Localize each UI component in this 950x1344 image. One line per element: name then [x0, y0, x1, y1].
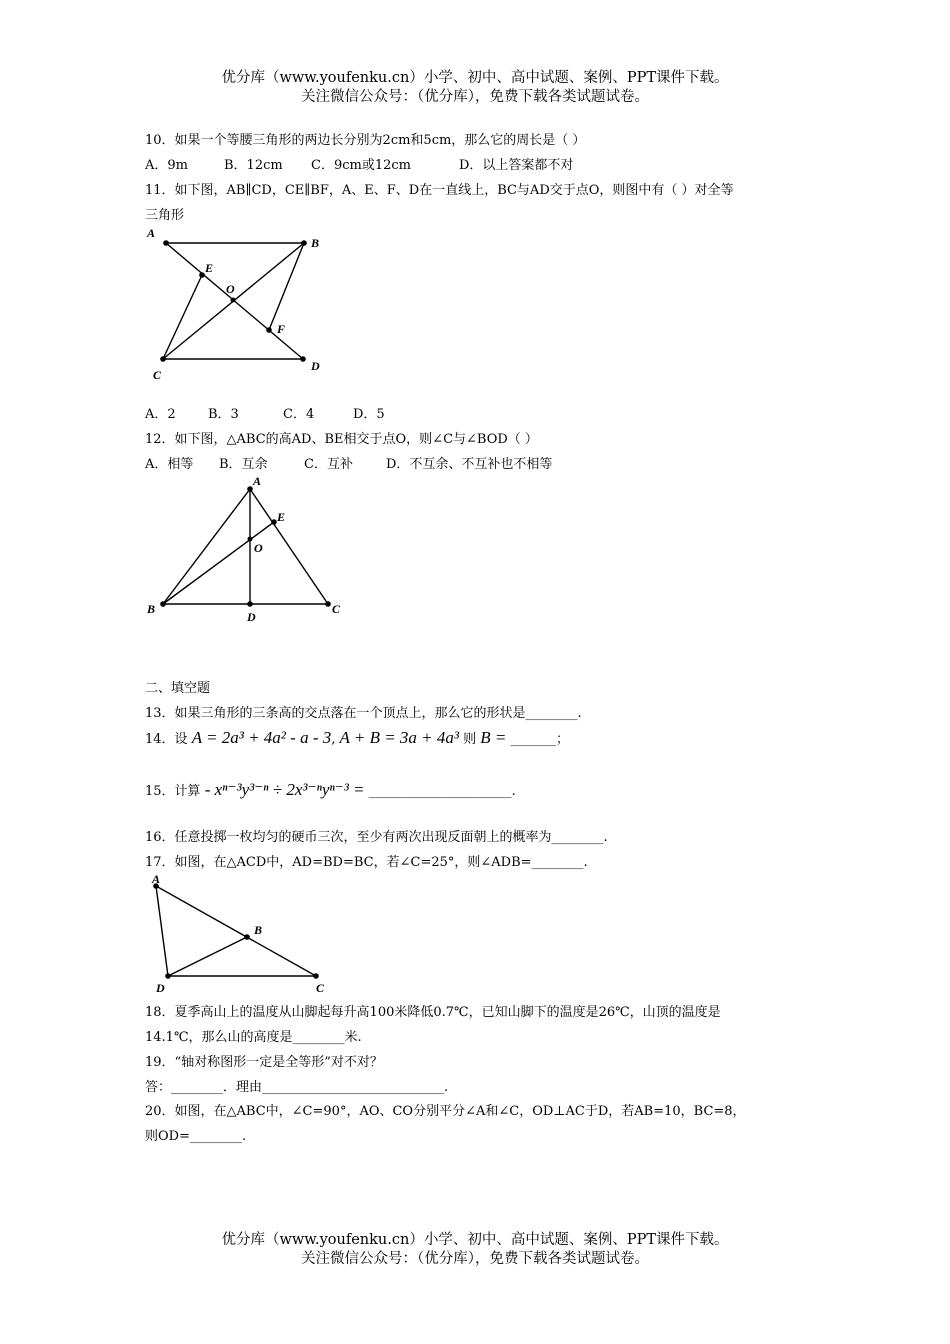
q11-label-e: E	[205, 261, 214, 275]
segment-bf	[269, 243, 304, 330]
q11-option-c: C．4	[283, 407, 315, 422]
q11-figure	[140, 222, 340, 387]
q15-expr: - xⁿ⁻³y³⁻ⁿ ÷ 2x³⁻ⁿyⁿ⁻³ =	[204, 780, 365, 799]
q17-label-c: C	[316, 981, 325, 995]
q19-line-1: 19．“轴对称图形一定是全等形”对不对？	[145, 1055, 383, 1070]
q10-option-a: A．9m	[145, 158, 188, 173]
q17-label-a: A	[152, 872, 161, 886]
segment-ab	[163, 489, 250, 604]
q12-figure	[140, 472, 350, 627]
q11-label-c: C	[153, 368, 162, 382]
q14-expr-a: A = 2a³ + 4a² - a - 3	[191, 728, 332, 747]
q18-line-1: 18．夏季高山上的温度从山脚起每升高100米降低0.7℃，已知山脚下的温度是26℃，山顶的温度是	[145, 1005, 721, 1020]
q20-line-1: 20．如图，在△ABC中，∠C=90°，AO、CO分别平分∠A和∠C，OD⊥AC于D，若AB=10，BC=8，	[145, 1104, 746, 1119]
q12-option-c: C．互补	[304, 457, 353, 472]
q12-option-b: B．互余	[219, 457, 268, 472]
q10-option-b: B．12cm	[224, 158, 283, 173]
q13-stem: 13．如果三角形的三条高的交点落在一个顶点上，那么它的形状是________.	[145, 706, 582, 721]
segment-be	[163, 522, 274, 604]
q12-label-e: E	[277, 510, 286, 524]
q12-label-c: C	[332, 602, 341, 616]
q12-label-b: B	[147, 602, 156, 616]
q10-option-c: C．9cm或12cm	[311, 158, 411, 173]
q12-option-d: D．不互余、不互补也不相等	[386, 457, 553, 472]
q11-option-b: B．3	[208, 407, 239, 422]
q15-prefix: 15．计算	[145, 784, 201, 799]
q14-prefix: 14．设	[145, 732, 188, 747]
q14-expr-b: A + B = 3a + 4a³	[339, 728, 459, 747]
q11-stem: 11．如下图，AB∥CD，CE∥BF，A、E、F、D在一直线上，BC与AD交于点O，则图中有（ ）对全等	[145, 183, 734, 198]
q12-label-d: D	[247, 610, 256, 624]
q17-label-b: B	[254, 923, 263, 937]
q12-label-o: O	[254, 541, 263, 555]
q15-line	[145, 775, 516, 807]
q16-stem: 16．任意投掷一枚均匀的硬币三次，至少有两次出现反面朝上的概率为________.	[145, 830, 608, 845]
q10-stem: 10．如果一个等腰三角形的两边长分别为2cm和5cm，那么它的周长是（ ）	[145, 133, 586, 148]
q11-label-a: A	[147, 226, 156, 240]
footer-line-2: 关注微信公众号：（优分库），免费下载各类试题试卷。	[301, 1251, 649, 1267]
q17-stem: 17．如图，在△ACD中，AD=BD=BC，若∠C=25°，则∠ADB=________.	[145, 855, 588, 870]
segment-db	[168, 937, 247, 976]
q14-blank: _______；	[510, 732, 570, 747]
section-title-fill-in: 二、填空题	[145, 681, 211, 696]
segment-ce	[163, 275, 202, 359]
q14-comma: ,	[331, 732, 336, 747]
q17-figure	[140, 870, 340, 998]
q11-label-o: O	[226, 282, 235, 296]
q14-expr-c: B =	[480, 728, 507, 747]
q14-then: 则	[463, 732, 477, 747]
q11-option-a: A．2	[145, 407, 176, 422]
q15-blank: ______________________.	[368, 784, 516, 799]
footer-line-1: 优分库（www.youfenku.cn）小学、初中、高中试题、案例、PPT课件下载。	[221, 1232, 729, 1248]
q19-line-2: 答：________．理由____________________________.	[145, 1080, 449, 1095]
q11-option-d: D．5	[353, 407, 385, 422]
q12-label-a: A	[253, 474, 262, 488]
q11-label-f: F	[277, 322, 286, 336]
q11-stem-continued: 三角形	[145, 208, 185, 223]
q14-line	[145, 723, 569, 755]
q11-label-b: B	[311, 236, 320, 250]
q17-label-d: D	[156, 981, 165, 995]
q20-line-2: 则OD=________.	[145, 1129, 247, 1144]
q12-option-a: A．相等	[145, 457, 194, 472]
header-line-2: 关注微信公众号：（优分库），免费下载各类试题试卷。	[301, 89, 649, 105]
header-line-1: 优分库（www.youfenku.cn）小学、初中、高中试题、案例、PPT课件下载。	[221, 70, 729, 86]
segment-ad	[156, 886, 168, 976]
segment-ac	[156, 886, 316, 976]
q18-line-2: 14.1℃，那么山的高度是________米.	[145, 1030, 362, 1045]
q10-option-d: D．以上答案都不对	[459, 158, 574, 173]
q11-label-d: D	[311, 359, 320, 373]
q12-stem: 12．如下图，△ABC的高AD、BE相交于点O，则∠C与∠BOD（ ）	[145, 432, 538, 447]
